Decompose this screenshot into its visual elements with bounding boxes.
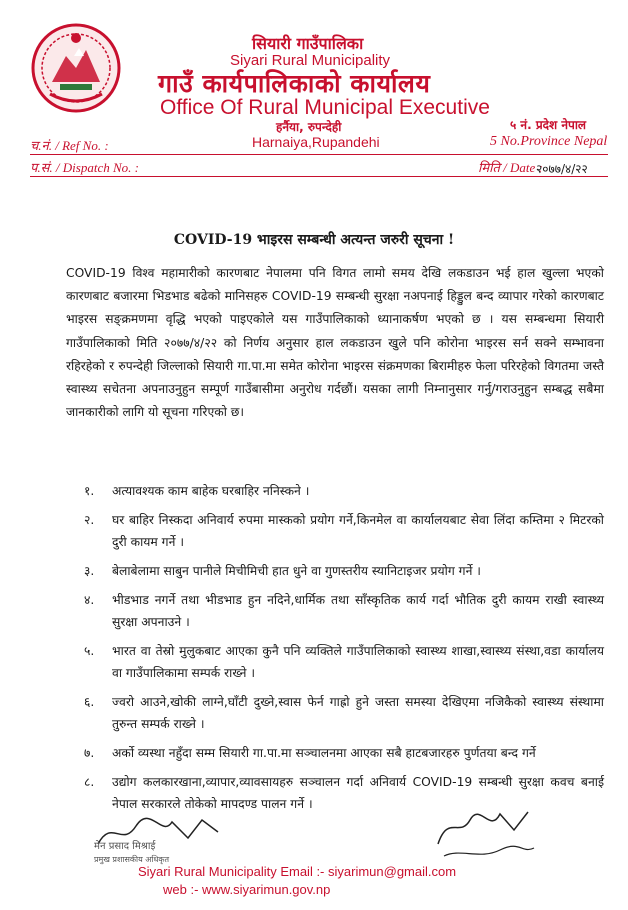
list-item-text: ज्वरो आउने,खोकी लाग्ने,घाँटी दुख्ने,स्वास फेर्न गाह्रो हुने जस्ता समस्या देखिएमा नजिकैको स्वास्थ्य संस्थामा तुरुन्त सम्पर्क राख्ने । bbox=[112, 695, 604, 731]
signatory-name: मेन प्रसाद मिश्राई bbox=[94, 841, 156, 852]
list-item-number: ५. bbox=[84, 644, 95, 658]
list-item-number: १. bbox=[84, 484, 95, 498]
signatory-title: प्रमुख प्रशासकीय अधिकृत bbox=[94, 855, 170, 864]
notice-subject: COVID-19 भाइरस सम्बन्धी अत्यन्त जरुरी सूचना ! bbox=[173, 232, 455, 248]
list-item bbox=[84, 480, 604, 502]
header-divider-top bbox=[30, 154, 608, 155]
municipality-name-nepali: सियारी गाउँपालिका bbox=[252, 34, 364, 53]
address-nepali: हर्नैया, रुपन्देही bbox=[276, 120, 342, 134]
list-item-text: भारत वा तेस्रो मुलुकबाट आएका कुनै पनि व्यक्तिले गाउँपालिकाको स्वास्थ्य शाखा,स्वास्थ्य संस्था,वडा कार्यालय वा गाउँपालिकामा सम्पर्क राख्ने । bbox=[112, 644, 604, 680]
instruction-list bbox=[84, 480, 604, 822]
list-item-number: ३. bbox=[84, 564, 95, 578]
list-item bbox=[84, 691, 604, 735]
list-item bbox=[84, 509, 604, 553]
header-divider-bottom bbox=[30, 176, 608, 177]
list-item-text: घर बाहिर निस्कदा अनिवार्य रुपमा मास्कको प्रयोग गर्ने,किनमेल वा कार्यालयबाट सेवा लिंदा कम्तिमा २ मिटरको दुरी कायम गर्ने । bbox=[112, 513, 604, 549]
footer-website: web :- www.siyarimun.gov.np bbox=[163, 882, 331, 897]
province-english: 5 No.Province Nepal bbox=[490, 134, 608, 149]
list-item-number: ७. bbox=[84, 746, 95, 760]
notice-body: COVID-19 विश्व महामारीको कारणबाट नेपालमा पनि विगत लामो समय देखि लकडाउन भई हाल खुल्ला भएको कारणबाट बजारमा भिडभाड बढेको मानिसहरु COVID-19 सम्बन्धी सुरक्षा नअपनाई हिड्डुल बन्द व्यापार गरेको कारणबाट भाइरस सङ्क्रमणमा वृद्धि भएको पाइएकोले यस गाउँपालिकाको ध्यानाकर्षण भएको छ । यस सम्बन्धमा सियारी गाउँपालिकाको मिति २०७७/४/२२ को निर्णय अनुसार हाल लकडाउन खुले पनि कोरोना भाइरस सर्न सक्ने सम्भावना रहिरहेको र रुपन्देही जिल्लाको सियारी गा.पा.मा समेत कोरोना भाइरस संक्रमणका बिरामीहरु फेला परिरहेको विगतमा जस्तै स्वास्थ्य सचेतना अपनाउनुहुन सम्पूर्ण गाउँबासीमा अनुरोध गर्दछौं। यसका लागी निम्नानुसार गर्नु/गराउनुहुन सम्बद्ध सबैमा जानकारीको लागि यो सूचना गरिएको छ। bbox=[66, 266, 604, 420]
list-item-text: भीडभाड नगर्ने तथा भीडभाड हुन नदिने,धार्मिक तथा साँस्कृतिक कार्य गर्दा भौतिक दुरी कायम राखी स्वास्थ्य सुरक्षा अपनाउने । bbox=[112, 593, 604, 629]
list-item-text: उद्योग कलकारखाना,व्यापार,व्यावसायहरु सञ्चालन गर्दा अनिवार्य COVID-19 सम्बन्धी सुरक्षा कवच बनाई नेपाल सरकारले तोकेको मापदण्ड पालन गर्ने । bbox=[112, 775, 604, 811]
list-item bbox=[84, 742, 604, 764]
dispatch-number-label: प.सं. / Dispatch No. : bbox=[30, 160, 139, 175]
list-item-text: अर्को व्यस्था नहुँदा सम्म सियारी गा.पा.मा सञ्चालनमा आएका सबै हाटबजारहरु पुर्णतया बन्द गर्ने bbox=[112, 746, 536, 760]
ref-number-label: च.नं. / Ref No. : bbox=[30, 138, 109, 153]
office-name-nepali: गाउँ कार्यपालिकाको कार्यालय bbox=[158, 69, 431, 98]
list-item-number: ६. bbox=[84, 695, 95, 709]
list-item-number: २. bbox=[84, 513, 95, 527]
list-item bbox=[84, 589, 604, 633]
province-nepali: ५ नं. प्रदेश नेपाल bbox=[510, 118, 587, 132]
list-item bbox=[84, 560, 604, 582]
signature-right-icon bbox=[430, 804, 540, 864]
address-english: Harnaiya,Rupandehi bbox=[252, 134, 380, 150]
office-name-english: Office Of Rural Municipal Executive bbox=[160, 96, 490, 119]
list-item-number: ४. bbox=[84, 593, 95, 607]
municipality-name-english: Siyari Rural Municipality bbox=[230, 52, 391, 69]
list-item-number: ८. bbox=[84, 775, 95, 789]
list-item bbox=[84, 640, 604, 684]
date-value: २०७७/४/२२ bbox=[536, 162, 588, 176]
government-emblem-icon bbox=[30, 22, 122, 114]
list-item-text: अत्यावश्यक काम बाहेक घरबाहिर ननिस्कने । bbox=[112, 484, 310, 498]
footer-contact: Siyari Rural Municipality Email :- siyarimun@gmail.com bbox=[138, 864, 457, 879]
list-item-text: बेलाबेलामा साबुन पानीले मिचीमिची हात धुने वा गुणस्तरीय स्यानिटाइजर प्रयोग गर्ने । bbox=[112, 564, 481, 578]
date-label: मिति / Date : bbox=[478, 160, 543, 175]
